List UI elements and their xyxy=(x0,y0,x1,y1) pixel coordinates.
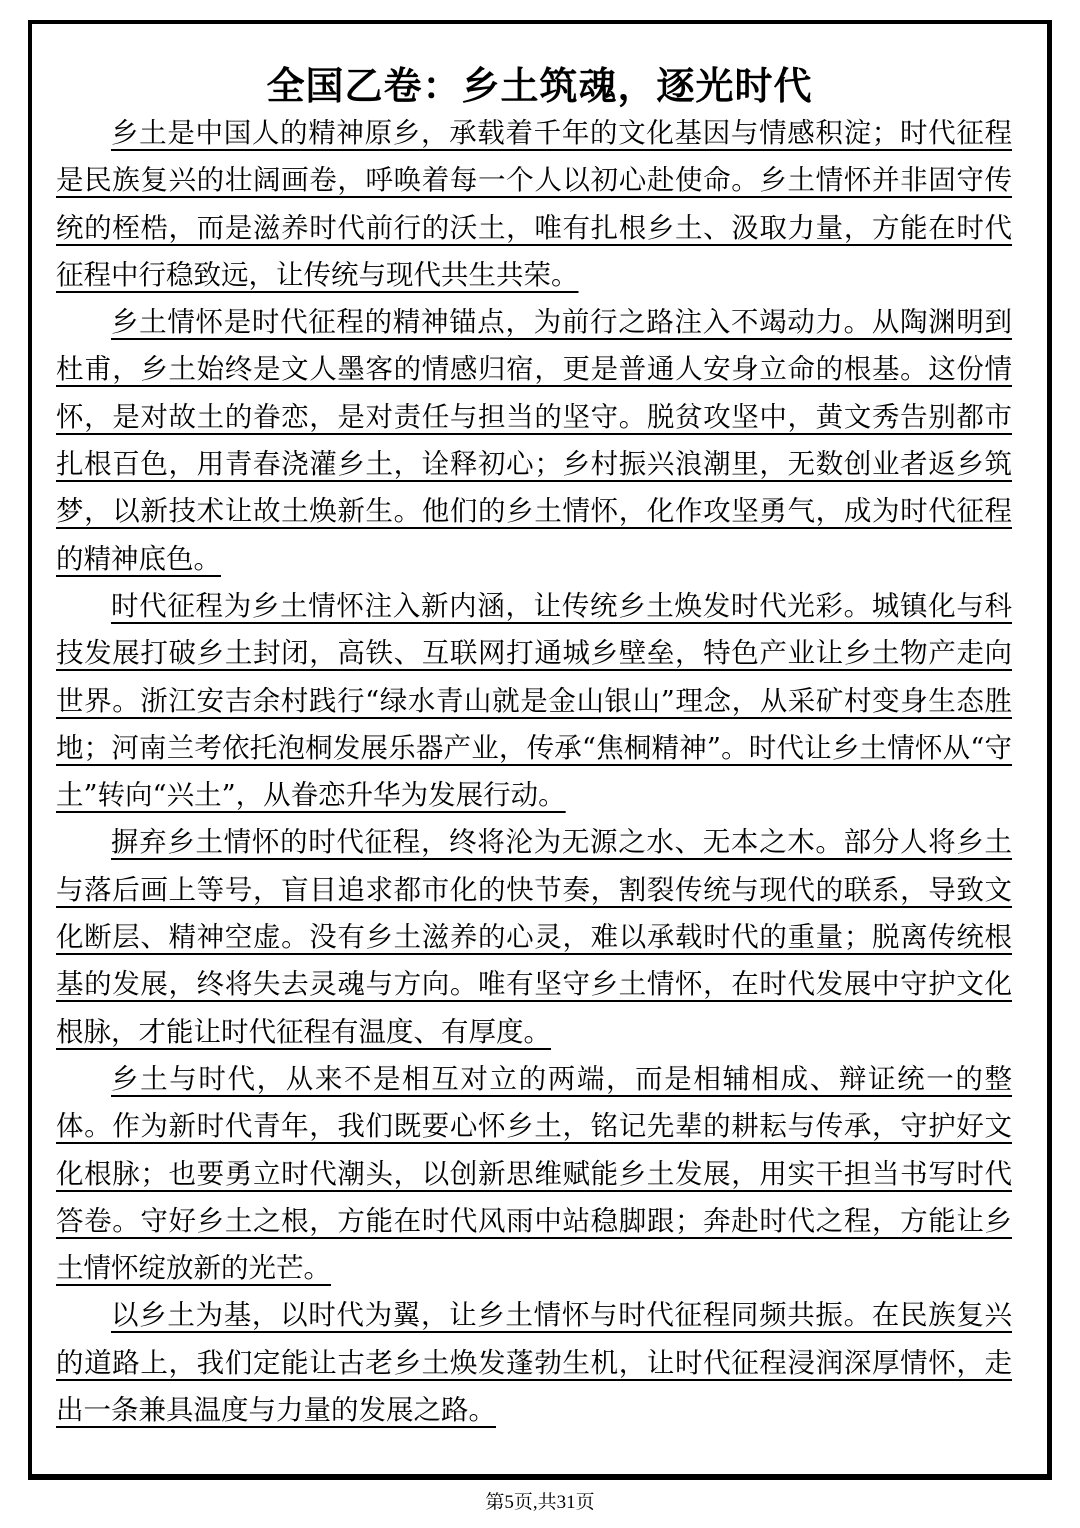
paragraph-1-text: 乡土是中国人的精神原乡，承载着千年的文化基因与情感积淀；时代征程是民族复兴的壮阔画卷，呼唤着每一个人以初心赴使命。乡土情怀并非固守传统的桎梏，而是滋养时代前行的沃土，唯有扎根乡土、汲取力量，方能在时代征程中行稳致远，让传统与现代共生共荣。 xyxy=(56,117,1012,291)
paragraph-4-text: 摒弃乡土情怀的时代征程，终将沦为无源之水、无本之木。部分人将乡土与落后画上等号，盲目追求都市化的快节奏，割裂传统与现代的联系，导致文化断层、精神空虚。没有乡土滋养的心灵，难以承载时代的重量；脱离传统根基的发展，终将失去灵魂与方向。唯有坚守乡土情怀，在时代发展中守护文化根脉，才能让时代征程有温度、有厚度。 xyxy=(56,826,1012,1048)
essay-body xyxy=(56,110,1012,1434)
paragraph-2-text: 乡土情怀是时代征程的精神锚点，为前行之路注入不竭动力。从陶渊明到杜甫，乡土始终是文人墨客的情感归宿，更是普通人安身立命的根基。这份情怀，是对故土的眷恋，是对责任与担当的坚守。脱贫攻坚中，黄文秀告别都市扎根百色，用青春浇灌乡土，诠释初心；乡村振兴浪潮里，无数创业者返乡筑梦，以新技术让故土焕新生。他们的乡土情怀，化作攻坚勇气，成为时代征程的精神底色。 xyxy=(56,306,1012,575)
page-frame xyxy=(28,20,1052,1480)
paragraph-5-text: 乡土与时代，从来不是相互对立的两端，而是相辅相成、辩证统一的整体。作为新时代青年，我们既要心怀乡土，铭记先辈的耕耘与传承，守护好文化根脉；也要勇立时代潮头，以创新思维赋能乡土发展，用实干担当书写时代答卷。守好乡土之根，方能在时代风雨中站稳脚跟；奔赴时代之程，方能让乡土情怀绽放新的光芒。 xyxy=(56,1062,1012,1285)
paragraph-1 xyxy=(56,110,1012,299)
paragraph-4 xyxy=(56,819,1012,1055)
essay-title: 全国乙卷：乡土筑魂，逐光时代 xyxy=(266,64,813,108)
page-number: 第5页,共31页 xyxy=(485,1492,595,1513)
paragraph-5 xyxy=(56,1056,1012,1292)
paragraph-3-text: 时代征程为乡土情怀注入新内涵，让传统乡土焕发时代光彩。城镇化与科技发展打破乡土封闭，高铁、互联网打通城乡壁垒，特色产业让乡土物产走向世界。浙江安吉余村践行“绿水青山就是金山银山”理念，从采矿村变身生态胜地；河南兰考依托泡桐发展乐器产业，传承“焦桐精神”。时代让乡土情怀从“守土”转向“兴土”，从眷恋升华为发展行动。 xyxy=(56,589,1012,812)
paragraph-6 xyxy=(56,1292,1012,1434)
paragraph-2 xyxy=(56,299,1012,583)
paragraph-6-text: 以乡土为基，以时代为翼，让乡土情怀与时代征程同频共振。在民族复兴的道路上，我们定能让古老乡土焕发蓬勃生机，让时代征程浸润深厚情怀，走出一条兼具温度与力量的发展之路。 xyxy=(56,1299,1012,1427)
paragraph-3 xyxy=(56,583,1012,819)
